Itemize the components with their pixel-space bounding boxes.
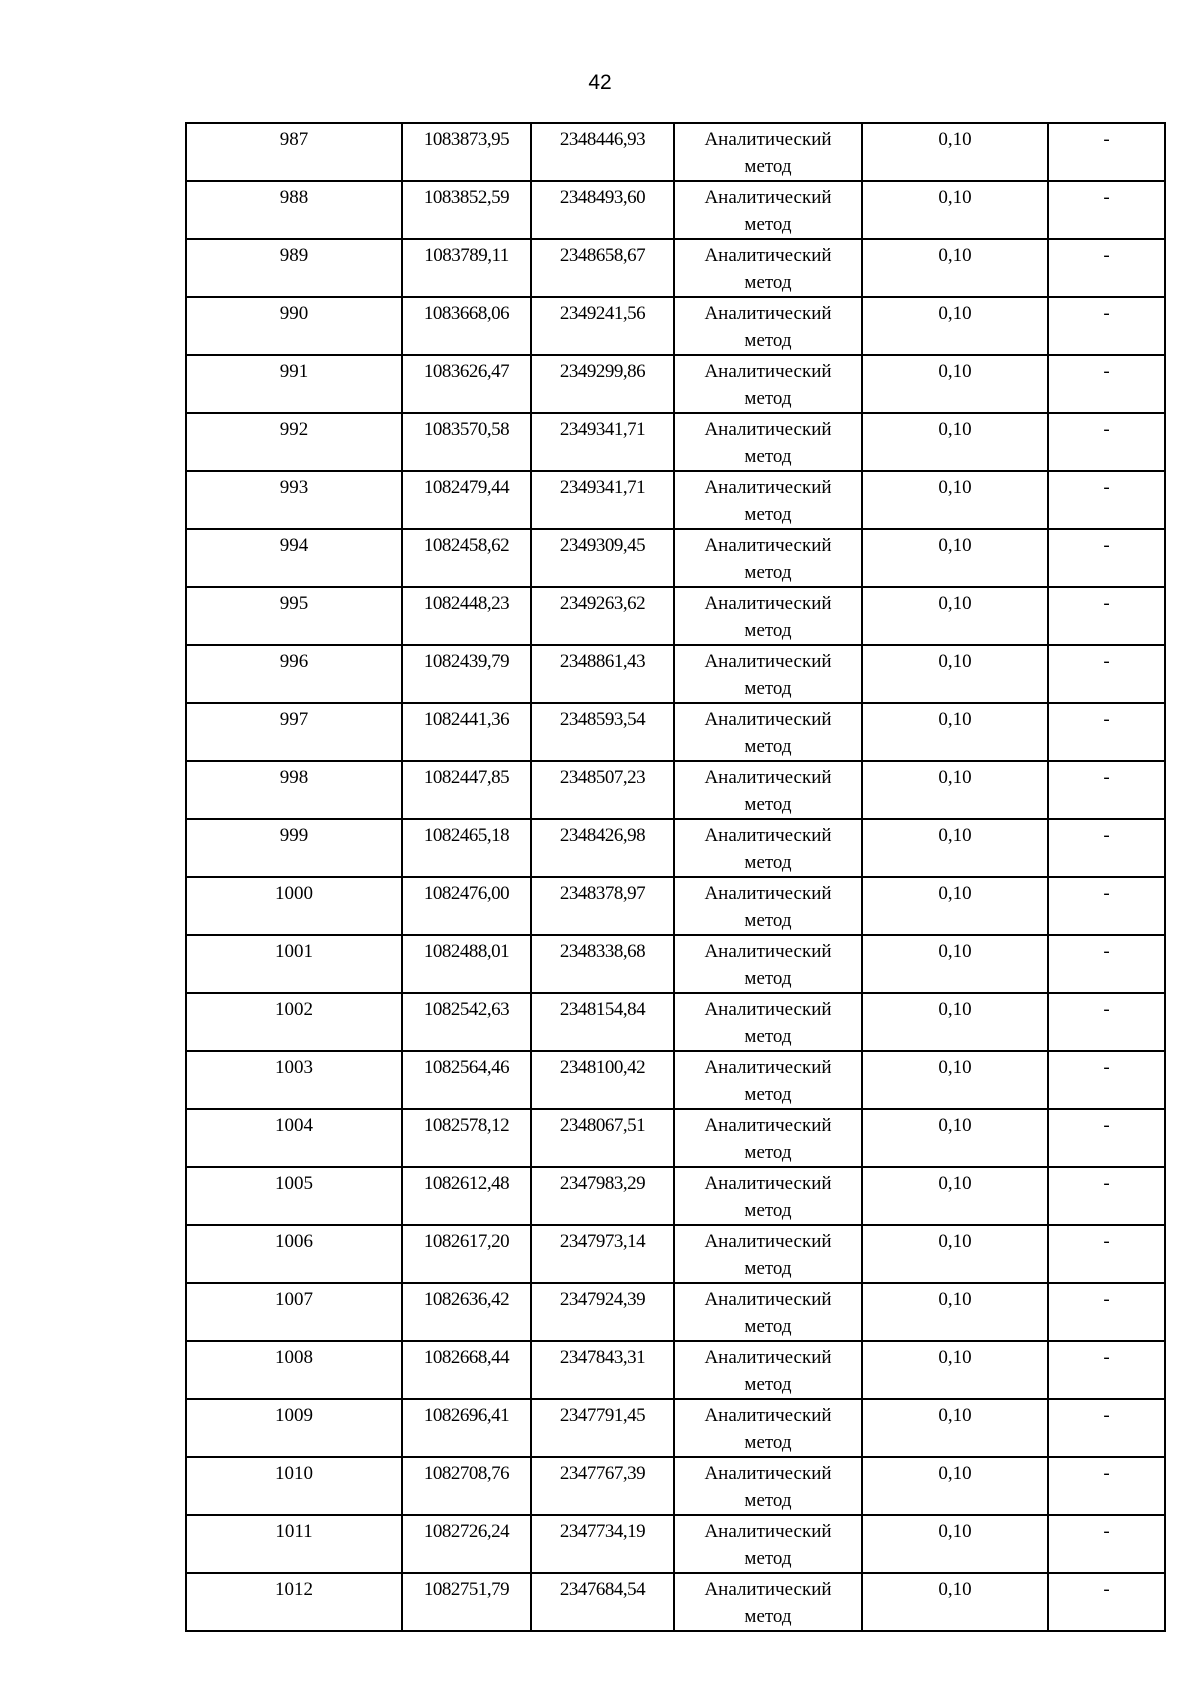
x-coordinate-cell: [402, 181, 531, 239]
y-coordinate-value: 2348593,54: [559, 709, 646, 730]
table-row: [186, 993, 1165, 1051]
point-number-cell: 993: [186, 471, 402, 529]
accuracy-cell: 0,10: [862, 819, 1048, 877]
y-coordinate-cell: [531, 529, 674, 587]
note-cell: -: [1048, 1457, 1165, 1515]
point-number-cell: 992: [186, 413, 402, 471]
method-label-line2: метод: [744, 620, 792, 641]
y-coordinate-value: 2348338,68: [559, 941, 646, 962]
table-row: [186, 645, 1165, 703]
accuracy-cell: 0,10: [862, 1225, 1048, 1283]
method-label-line2: метод: [744, 1026, 792, 1047]
method-label-line1: Аналитический: [704, 303, 832, 324]
method-cell: [674, 1109, 862, 1167]
point-number-cell: 995: [186, 587, 402, 645]
method-label-line2: метод: [744, 1316, 792, 1337]
point-number-cell: 990: [186, 297, 402, 355]
method-cell: [674, 181, 862, 239]
x-coordinate-value: 1083852,59: [423, 187, 510, 208]
x-coordinate-value: 1083873,95: [423, 129, 510, 150]
y-coordinate-value: 2349241,56: [559, 303, 646, 324]
accuracy-cell: 0,10: [862, 761, 1048, 819]
method-label-line1: Аналитический: [704, 651, 832, 672]
accuracy-cell: 0,10: [862, 1399, 1048, 1457]
y-coordinate-cell: [531, 819, 674, 877]
note-cell: -: [1048, 1051, 1165, 1109]
method-label-line2: метод: [744, 736, 792, 757]
y-coordinate-value: 2349299,86: [559, 361, 646, 382]
method-label-line1: Аналитический: [704, 593, 832, 614]
method-cell: [674, 761, 862, 819]
method-cell: [674, 1225, 862, 1283]
x-coordinate-cell: [402, 877, 531, 935]
method-cell: [674, 1399, 862, 1457]
accuracy-cell: 0,10: [862, 355, 1048, 413]
y-coordinate-value: 2348426,98: [559, 825, 646, 846]
y-coordinate-value: 2347924,39: [559, 1289, 646, 1310]
y-coordinate-cell: [531, 181, 674, 239]
method-label-line2: метод: [744, 214, 792, 235]
point-number-cell: 1004: [186, 1109, 402, 1167]
page-number: 42: [588, 71, 612, 94]
note-cell: -: [1048, 1573, 1165, 1631]
y-coordinate-cell: [531, 239, 674, 297]
method-cell: [674, 1573, 862, 1631]
note-cell: -: [1048, 819, 1165, 877]
x-coordinate-value: 1082448,23: [423, 593, 510, 614]
method-label-line1: Аналитический: [704, 535, 832, 556]
y-coordinate-value: 2348861,43: [559, 651, 646, 672]
note-cell: -: [1048, 529, 1165, 587]
point-number-cell: 1010: [186, 1457, 402, 1515]
method-label-line2: метод: [744, 910, 792, 931]
y-coordinate-cell: [531, 935, 674, 993]
y-coordinate-value: 2349341,71: [559, 477, 646, 498]
point-number-cell: 1005: [186, 1167, 402, 1225]
x-coordinate-value: 1082465,18: [423, 825, 510, 846]
y-coordinate-cell: [531, 1399, 674, 1457]
x-coordinate-value: 1082726,24: [423, 1521, 510, 1542]
method-cell: [674, 1167, 862, 1225]
x-coordinate-value: 1082708,76: [423, 1463, 510, 1484]
method-cell: [674, 123, 862, 181]
method-label-line2: метод: [744, 330, 792, 351]
x-coordinate-value: 1082439,79: [423, 651, 510, 672]
method-cell: [674, 471, 862, 529]
method-label-line1: Аналитический: [704, 187, 832, 208]
point-number-cell: 1008: [186, 1341, 402, 1399]
accuracy-cell: 0,10: [862, 123, 1048, 181]
note-cell: -: [1048, 1515, 1165, 1573]
method-cell: [674, 1515, 862, 1573]
x-coordinate-cell: [402, 1225, 531, 1283]
method-label-line1: Аналитический: [704, 825, 832, 846]
note-cell: -: [1048, 1167, 1165, 1225]
point-number-cell: 998: [186, 761, 402, 819]
y-coordinate-cell: [531, 993, 674, 1051]
method-label-line1: Аналитический: [704, 883, 832, 904]
table-body: [186, 123, 1165, 1631]
x-coordinate-value: 1082578,12: [423, 1115, 510, 1136]
x-coordinate-value: 1083789,11: [424, 245, 509, 266]
method-cell: [674, 1283, 862, 1341]
method-cell: [674, 993, 862, 1051]
y-coordinate-value: 2348446,93: [559, 129, 646, 150]
x-coordinate-cell: [402, 297, 531, 355]
y-coordinate-cell: [531, 1051, 674, 1109]
note-cell: -: [1048, 1109, 1165, 1167]
note-cell: -: [1048, 1399, 1165, 1457]
table-row: [186, 935, 1165, 993]
y-coordinate-value: 2347973,14: [559, 1231, 646, 1252]
method-label-line1: Аналитический: [704, 1463, 832, 1484]
table-row: [186, 123, 1165, 181]
y-coordinate-value: 2348493,60: [559, 187, 646, 208]
method-label-line2: метод: [744, 156, 792, 177]
y-coordinate-cell: [531, 355, 674, 413]
note-cell: -: [1048, 703, 1165, 761]
note-cell: -: [1048, 1341, 1165, 1399]
x-coordinate-value: 1082488,01: [423, 941, 510, 962]
y-coordinate-value: 2347767,39: [559, 1463, 646, 1484]
method-label-line2: метод: [744, 1606, 792, 1627]
table-row: [186, 1109, 1165, 1167]
table-row: [186, 181, 1165, 239]
method-label-line1: Аналитический: [704, 245, 832, 266]
table-row: [186, 297, 1165, 355]
x-coordinate-value: 1082447,85: [423, 767, 510, 788]
x-coordinate-value: 1082751,79: [423, 1579, 510, 1600]
method-label-line1: Аналитический: [704, 361, 832, 382]
x-coordinate-cell: [402, 471, 531, 529]
method-cell: [674, 877, 862, 935]
y-coordinate-cell: [531, 297, 674, 355]
method-label-line2: метод: [744, 1200, 792, 1221]
method-label-line1: Аналитический: [704, 1115, 832, 1136]
x-coordinate-cell: [402, 1109, 531, 1167]
x-coordinate-value: 1083668,06: [423, 303, 510, 324]
method-label-line2: метод: [744, 1142, 792, 1163]
accuracy-cell: 0,10: [862, 413, 1048, 471]
method-label-line1: Аналитический: [704, 1289, 832, 1310]
x-coordinate-cell: [402, 993, 531, 1051]
accuracy-cell: 0,10: [862, 1283, 1048, 1341]
method-label-line1: Аналитический: [704, 1173, 832, 1194]
point-number-cell: 999: [186, 819, 402, 877]
method-cell: [674, 587, 862, 645]
note-cell: -: [1048, 1283, 1165, 1341]
table-row: [186, 1341, 1165, 1399]
x-coordinate-cell: [402, 703, 531, 761]
point-number-cell: 991: [186, 355, 402, 413]
note-cell: -: [1048, 935, 1165, 993]
method-cell: [674, 239, 862, 297]
point-number-cell: 988: [186, 181, 402, 239]
method-label-line1: Аналитический: [704, 477, 832, 498]
y-coordinate-value: 2348658,67: [559, 245, 646, 266]
point-number-cell: 996: [186, 645, 402, 703]
y-coordinate-cell: [531, 1341, 674, 1399]
method-label-line1: Аналитический: [704, 1579, 832, 1600]
method-label-line2: метод: [744, 388, 792, 409]
accuracy-cell: 0,10: [862, 1457, 1048, 1515]
x-coordinate-cell: [402, 1573, 531, 1631]
note-cell: -: [1048, 645, 1165, 703]
x-coordinate-cell: [402, 1283, 531, 1341]
table-row: [186, 819, 1165, 877]
y-coordinate-value: 2349341,71: [559, 419, 646, 440]
accuracy-cell: 0,10: [862, 993, 1048, 1051]
y-coordinate-value: 2347983,29: [559, 1173, 646, 1194]
note-cell: -: [1048, 471, 1165, 529]
method-cell: [674, 819, 862, 877]
y-coordinate-value: 2347791,45: [559, 1405, 646, 1426]
table-row: [186, 239, 1165, 297]
method-label-line2: метод: [744, 852, 792, 873]
coordinates-table: [185, 122, 1166, 1632]
point-number-cell: 994: [186, 529, 402, 587]
accuracy-cell: 0,10: [862, 877, 1048, 935]
method-label-line2: метод: [744, 1548, 792, 1569]
method-label-line2: метод: [744, 1084, 792, 1105]
note-cell: -: [1048, 877, 1165, 935]
table-row: [186, 587, 1165, 645]
note-cell: -: [1048, 297, 1165, 355]
method-cell: [674, 1051, 862, 1109]
table-row: [186, 1515, 1165, 1573]
table-row: [186, 1225, 1165, 1283]
y-coordinate-cell: [531, 1573, 674, 1631]
x-coordinate-value: 1082479,44: [423, 477, 510, 498]
x-coordinate-cell: [402, 935, 531, 993]
accuracy-cell: 0,10: [862, 239, 1048, 297]
table-row: [186, 413, 1165, 471]
x-coordinate-cell: [402, 1399, 531, 1457]
method-label-line2: метод: [744, 504, 792, 525]
x-coordinate-cell: [402, 1515, 531, 1573]
x-coordinate-cell: [402, 529, 531, 587]
point-number-cell: 1012: [186, 1573, 402, 1631]
accuracy-cell: 0,10: [862, 645, 1048, 703]
x-coordinate-value: 1082542,63: [423, 999, 510, 1020]
accuracy-cell: 0,10: [862, 181, 1048, 239]
y-coordinate-cell: [531, 1225, 674, 1283]
x-coordinate-value: 1082696,41: [423, 1405, 510, 1426]
accuracy-cell: 0,10: [862, 1167, 1048, 1225]
point-number-cell: 1001: [186, 935, 402, 993]
y-coordinate-cell: [531, 761, 674, 819]
accuracy-cell: 0,10: [862, 1515, 1048, 1573]
accuracy-cell: 0,10: [862, 529, 1048, 587]
method-label-line1: Аналитический: [704, 129, 832, 150]
point-number-cell: 1009: [186, 1399, 402, 1457]
y-coordinate-value: 2347684,54: [559, 1579, 646, 1600]
table-row: [186, 703, 1165, 761]
method-label-line2: метод: [744, 272, 792, 293]
method-label-line1: Аналитический: [704, 709, 832, 730]
method-cell: [674, 1341, 862, 1399]
table-row: [186, 529, 1165, 587]
x-coordinate-value: 1082617,20: [423, 1231, 510, 1252]
y-coordinate-value: 2349309,45: [559, 535, 646, 556]
x-coordinate-cell: [402, 239, 531, 297]
method-label-line2: метод: [744, 794, 792, 815]
method-label-line2: метод: [744, 678, 792, 699]
y-coordinate-cell: [531, 1283, 674, 1341]
table-row: [186, 761, 1165, 819]
x-coordinate-cell: [402, 1051, 531, 1109]
method-cell: [674, 935, 862, 993]
note-cell: -: [1048, 355, 1165, 413]
y-coordinate-cell: [531, 645, 674, 703]
note-cell: -: [1048, 1225, 1165, 1283]
table-row: [186, 1457, 1165, 1515]
x-coordinate-value: 1082612,48: [423, 1173, 510, 1194]
x-coordinate-cell: [402, 123, 531, 181]
y-coordinate-cell: [531, 123, 674, 181]
point-number-cell: 989: [186, 239, 402, 297]
point-number-cell: 987: [186, 123, 402, 181]
table-row: [186, 1399, 1165, 1457]
note-cell: -: [1048, 239, 1165, 297]
accuracy-cell: 0,10: [862, 1109, 1048, 1167]
point-number-cell: 1006: [186, 1225, 402, 1283]
x-coordinate-value: 1082636,42: [423, 1289, 510, 1310]
y-coordinate-value: 2348154,84: [559, 999, 646, 1020]
method-label-line2: метод: [744, 968, 792, 989]
x-coordinate-value: 1082476,00: [423, 883, 510, 904]
table-row: [186, 1051, 1165, 1109]
method-label-line2: метод: [744, 1490, 792, 1511]
point-number-cell: 1011: [186, 1515, 402, 1573]
accuracy-cell: 0,10: [862, 935, 1048, 993]
y-coordinate-cell: [531, 1515, 674, 1573]
x-coordinate-cell: [402, 645, 531, 703]
method-label-line1: Аналитический: [704, 767, 832, 788]
method-label-line1: Аналитический: [704, 941, 832, 962]
x-coordinate-value: 1082564,46: [423, 1057, 510, 1078]
x-coordinate-cell: [402, 1167, 531, 1225]
point-number-cell: 1007: [186, 1283, 402, 1341]
x-coordinate-cell: [402, 355, 531, 413]
accuracy-cell: 0,10: [862, 703, 1048, 761]
y-coordinate-value: 2347734,19: [559, 1521, 646, 1542]
method-label-line1: Аналитический: [704, 1347, 832, 1368]
y-coordinate-value: 2349263,62: [559, 593, 646, 614]
y-coordinate-value: 2348067,51: [559, 1115, 646, 1136]
y-coordinate-cell: [531, 1109, 674, 1167]
accuracy-cell: 0,10: [862, 1341, 1048, 1399]
method-cell: [674, 529, 862, 587]
method-label-line2: метод: [744, 1432, 792, 1453]
y-coordinate-cell: [531, 587, 674, 645]
y-coordinate-cell: [531, 471, 674, 529]
point-number-cell: 1003: [186, 1051, 402, 1109]
method-cell: [674, 645, 862, 703]
table-row: [186, 471, 1165, 529]
method-label-line2: метод: [744, 1258, 792, 1279]
method-cell: [674, 355, 862, 413]
method-label-line1: Аналитический: [704, 1057, 832, 1078]
method-label-line2: метод: [744, 1374, 792, 1395]
x-coordinate-cell: [402, 413, 531, 471]
x-coordinate-value: 1082458,62: [423, 535, 510, 556]
accuracy-cell: 0,10: [862, 1573, 1048, 1631]
y-coordinate-value: 2348378,97: [559, 883, 646, 904]
table-row: [186, 877, 1165, 935]
accuracy-cell: 0,10: [862, 1051, 1048, 1109]
point-number-cell: 1000: [186, 877, 402, 935]
method-label-line1: Аналитический: [704, 1231, 832, 1252]
table-row: [186, 1573, 1165, 1631]
x-coordinate-value: 1083570,58: [423, 419, 510, 440]
y-coordinate-cell: [531, 1167, 674, 1225]
note-cell: -: [1048, 993, 1165, 1051]
y-coordinate-value: 2348100,42: [559, 1057, 646, 1078]
x-coordinate-cell: [402, 761, 531, 819]
method-cell: [674, 1457, 862, 1515]
x-coordinate-cell: [402, 587, 531, 645]
accuracy-cell: 0,10: [862, 297, 1048, 355]
method-label-line2: метод: [744, 562, 792, 583]
x-coordinate-cell: [402, 1457, 531, 1515]
note-cell: -: [1048, 181, 1165, 239]
x-coordinate-cell: [402, 819, 531, 877]
x-coordinate-value: 1083626,47: [423, 361, 510, 382]
y-coordinate-cell: [531, 703, 674, 761]
method-cell: [674, 703, 862, 761]
note-cell: -: [1048, 123, 1165, 181]
method-label-line1: Аналитический: [704, 419, 832, 440]
x-coordinate-cell: [402, 1341, 531, 1399]
method-label-line1: Аналитический: [704, 1521, 832, 1542]
method-label-line2: метод: [744, 446, 792, 467]
y-coordinate-value: 2348507,23: [559, 767, 646, 788]
y-coordinate-cell: [531, 877, 674, 935]
method-label-line1: Аналитический: [704, 999, 832, 1020]
note-cell: -: [1048, 413, 1165, 471]
point-number-cell: 997: [186, 703, 402, 761]
method-cell: [674, 297, 862, 355]
table-row: [186, 355, 1165, 413]
accuracy-cell: 0,10: [862, 587, 1048, 645]
y-coordinate-cell: [531, 1457, 674, 1515]
accuracy-cell: 0,10: [862, 471, 1048, 529]
method-label-line1: Аналитический: [704, 1405, 832, 1426]
point-number-cell: 1002: [186, 993, 402, 1051]
x-coordinate-value: 1082441,36: [423, 709, 510, 730]
note-cell: -: [1048, 587, 1165, 645]
y-coordinate-value: 2347843,31: [559, 1347, 646, 1368]
table-row: [186, 1283, 1165, 1341]
table-row: [186, 1167, 1165, 1225]
method-cell: [674, 413, 862, 471]
note-cell: -: [1048, 761, 1165, 819]
x-coordinate-value: 1082668,44: [423, 1347, 510, 1368]
y-coordinate-cell: [531, 413, 674, 471]
